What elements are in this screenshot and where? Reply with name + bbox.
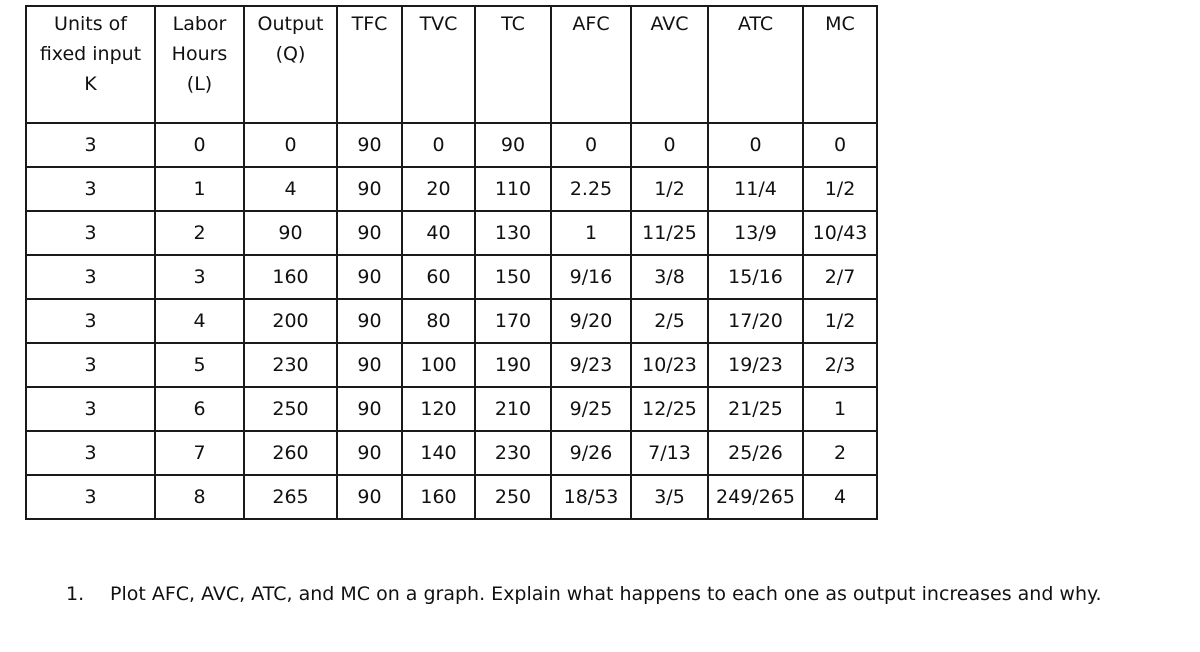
table-row [26, 123, 877, 167]
header-line: Hours [171, 43, 228, 65]
cell-tfc: 90 [337, 299, 402, 343]
header-atc [708, 6, 803, 123]
cell-tc: 90 [475, 123, 551, 167]
cell-tvc: 100 [402, 343, 475, 387]
header-line: (L) [186, 73, 213, 95]
cell-tc: 210 [475, 387, 551, 431]
question-text: Plot AFC, AVC, ATC, and MC on a graph. Explain what happens to each one as output increases and why. [110, 583, 1102, 605]
cell-l: 1 [155, 167, 244, 211]
cell-tvc: 140 [402, 431, 475, 475]
cell-l: 6 [155, 387, 244, 431]
cell-afc: 9/25 [551, 387, 631, 431]
cell-afc: 18/53 [551, 475, 631, 519]
cell-atc: 0 [708, 123, 803, 167]
header-line: TFC [351, 13, 388, 35]
cell-tc: 130 [475, 211, 551, 255]
question-number: 1. [66, 583, 85, 605]
header-units-fixed-input [26, 6, 155, 123]
cell-mc: 4 [803, 475, 877, 519]
cell-k: 3 [26, 167, 155, 211]
cell-tfc: 90 [337, 431, 402, 475]
cell-tc: 150 [475, 255, 551, 299]
cell-tvc: 120 [402, 387, 475, 431]
cell-atc: 249/265 [708, 475, 803, 519]
cell-mc: 1/2 [803, 299, 877, 343]
cell-afc: 2.25 [551, 167, 631, 211]
cell-l: 5 [155, 343, 244, 387]
cell-q: 4 [244, 167, 337, 211]
cell-l: 3 [155, 255, 244, 299]
cost-table [25, 5, 878, 520]
cell-afc: 9/23 [551, 343, 631, 387]
cell-mc: 0 [803, 123, 877, 167]
cell-tc: 110 [475, 167, 551, 211]
cell-k: 3 [26, 431, 155, 475]
cell-q: 260 [244, 431, 337, 475]
cell-k: 3 [26, 299, 155, 343]
header-line: fixed input [39, 43, 142, 65]
cell-tfc: 90 [337, 343, 402, 387]
cell-k: 3 [26, 387, 155, 431]
header-labor-hours [155, 6, 244, 123]
cell-l: 2 [155, 211, 244, 255]
cell-afc: 9/20 [551, 299, 631, 343]
cell-tc: 250 [475, 475, 551, 519]
cell-mc: 1/2 [803, 167, 877, 211]
cell-q: 200 [244, 299, 337, 343]
cell-l: 8 [155, 475, 244, 519]
cell-tfc: 90 [337, 255, 402, 299]
cell-atc: 13/9 [708, 211, 803, 255]
cell-atc: 25/26 [708, 431, 803, 475]
cell-avc: 11/25 [631, 211, 708, 255]
cell-k: 3 [26, 475, 155, 519]
cell-k: 3 [26, 123, 155, 167]
cell-l: 4 [155, 299, 244, 343]
cell-q: 230 [244, 343, 337, 387]
header-line: Labor [172, 13, 227, 35]
cell-k: 3 [26, 255, 155, 299]
cell-tvc: 0 [402, 123, 475, 167]
cell-avc: 3/5 [631, 475, 708, 519]
cell-mc: 10/43 [803, 211, 877, 255]
table-row [26, 299, 877, 343]
header-row [26, 6, 877, 123]
header-tfc [337, 6, 402, 123]
cell-q: 250 [244, 387, 337, 431]
cell-avc: 2/5 [631, 299, 708, 343]
cell-l: 7 [155, 431, 244, 475]
cell-atc: 19/23 [708, 343, 803, 387]
header-line: MC [825, 13, 855, 35]
cell-q: 160 [244, 255, 337, 299]
cell-l: 0 [155, 123, 244, 167]
table-row [26, 211, 877, 255]
cell-tfc: 90 [337, 167, 402, 211]
table-body [26, 123, 877, 519]
cell-afc: 1 [551, 211, 631, 255]
header-line: Output [257, 13, 324, 35]
cell-avc: 10/23 [631, 343, 708, 387]
cell-tc: 170 [475, 299, 551, 343]
cell-tc: 230 [475, 431, 551, 475]
header-mc [803, 6, 877, 123]
table-row [26, 387, 877, 431]
cell-k: 3 [26, 211, 155, 255]
table-row [26, 255, 877, 299]
header-tc [475, 6, 551, 123]
cell-avc: 3/8 [631, 255, 708, 299]
cell-q: 265 [244, 475, 337, 519]
question [66, 583, 1102, 605]
cell-mc: 2/7 [803, 255, 877, 299]
cell-atc: 11/4 [708, 167, 803, 211]
cell-q: 90 [244, 211, 337, 255]
table-row [26, 475, 877, 519]
header-line: TVC [419, 13, 458, 35]
header-tvc [402, 6, 475, 123]
cell-tvc: 40 [402, 211, 475, 255]
header-line: Units of [54, 13, 127, 35]
header-line: K [84, 73, 97, 95]
table-row [26, 343, 877, 387]
cell-tvc: 60 [402, 255, 475, 299]
header-afc [551, 6, 631, 123]
cell-tvc: 20 [402, 167, 475, 211]
cell-mc: 2/3 [803, 343, 877, 387]
cell-tc: 190 [475, 343, 551, 387]
cell-avc: 1/2 [631, 167, 708, 211]
cell-k: 3 [26, 343, 155, 387]
cell-afc: 9/16 [551, 255, 631, 299]
table-row [26, 167, 877, 211]
cell-avc: 0 [631, 123, 708, 167]
cell-tfc: 90 [337, 475, 402, 519]
header-avc [631, 6, 708, 123]
cell-tvc: 80 [402, 299, 475, 343]
cell-atc: 17/20 [708, 299, 803, 343]
cell-avc: 7/13 [631, 431, 708, 475]
header-line: AVC [650, 13, 689, 35]
cell-mc: 1 [803, 387, 877, 431]
cell-avc: 12/25 [631, 387, 708, 431]
cell-atc: 21/25 [708, 387, 803, 431]
cell-q: 0 [244, 123, 337, 167]
cell-tfc: 90 [337, 211, 402, 255]
table-row [26, 431, 877, 475]
cell-mc: 2 [803, 431, 877, 475]
cell-tfc: 90 [337, 123, 402, 167]
header-line: TC [501, 13, 525, 35]
cell-afc: 0 [551, 123, 631, 167]
cell-tvc: 160 [402, 475, 475, 519]
header-line: ATC [737, 13, 774, 35]
cell-atc: 15/16 [708, 255, 803, 299]
cell-tfc: 90 [337, 387, 402, 431]
cell-afc: 9/26 [551, 431, 631, 475]
header-output [244, 6, 337, 123]
header-line: AFC [572, 13, 610, 35]
header-line: (Q) [275, 43, 306, 65]
